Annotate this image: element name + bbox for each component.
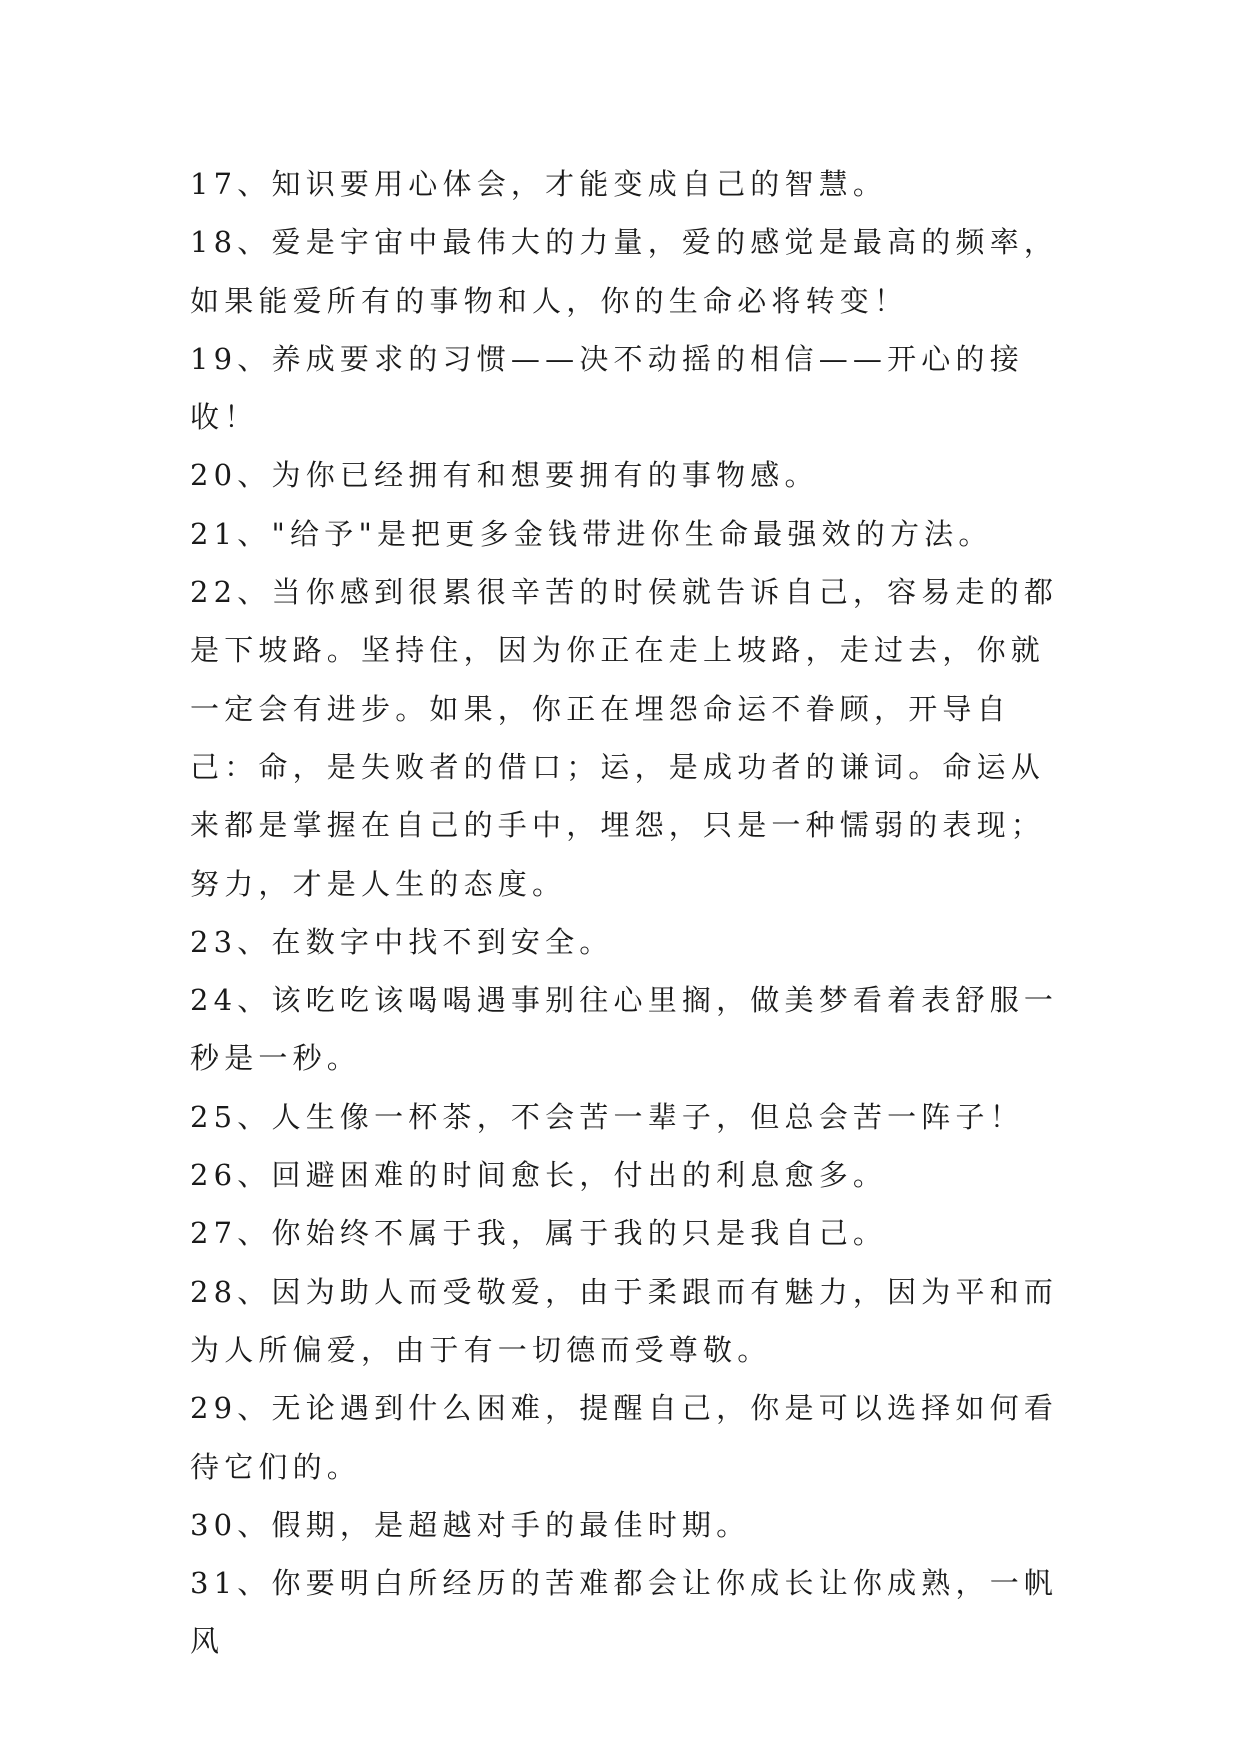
paragraph-25: 25、人生像一杯茶，不会苦一辈子，但总会苦一阵子！ xyxy=(190,1099,1024,1134)
paragraph-26: 26、回避困难的时间愈长，付出的利息愈多。 xyxy=(190,1158,888,1193)
paragraph-18: 18、爱是宇宙中最伟大的力量，爱的感觉是最高的频率，如果能爱所有的事物和人，你的生命必将转变！ xyxy=(190,225,1059,318)
paragraph-19: 19、养成要求的习惯——决不动摇的相信——开心的接收！ xyxy=(190,341,1024,435)
paragraph-23: 23、在数字中找不到安全。 xyxy=(190,924,614,959)
paragraph-17: 17、知识要用心体会，才能变成自己的智慧。 xyxy=(190,167,888,201)
paragraph-28: 28、因为助人而受敬爱，由于柔跟而有魅力，因为平和而为人所偏爱，由于有一切德而受尊敬。 xyxy=(190,1274,1059,1367)
document-body xyxy=(190,155,1070,1671)
paragraph-20: 20、为你已经拥有和想要拥有的事物感。 xyxy=(190,458,819,493)
paragraph-24: 24、该吃吃该喝喝遇事别往心里搁，做美梦看着表舒服一秒是一秒。 xyxy=(190,983,1059,1076)
paragraph-21: 21、"给予"是把更多金钱带进你生命最强效的方法。 xyxy=(190,516,993,551)
paragraph-27: 27、你始终不属于我，属于我的只是我自己。 xyxy=(190,1216,888,1251)
paragraph-30: 30、假期，是超越对手的最佳时期。 xyxy=(190,1507,751,1542)
paragraph-29: 29、无论遇到什么困难，提醒自己，你是可以选择如何看待它们的。 xyxy=(190,1391,1059,1484)
paragraph-31: 31、你要明白所经历的苦难都会让你成长让你成熟，一帆风 xyxy=(190,1566,1059,1659)
paragraph-22: 22、当你感到很累很辛苦的时侯就告诉自己，容易走的都是下坡路。坚持住，因为你正在走上坡路，走过去，你就一定会有进步。如果，你正在埋怨命运不眷顾，开导自己：命，是失败者的借口；运，是成功者的谦词。命运从来都是掌握在自己的手中，埋怨，只是一种懦弱的表现；努力，才是人生的态度。 xyxy=(190,575,1059,901)
